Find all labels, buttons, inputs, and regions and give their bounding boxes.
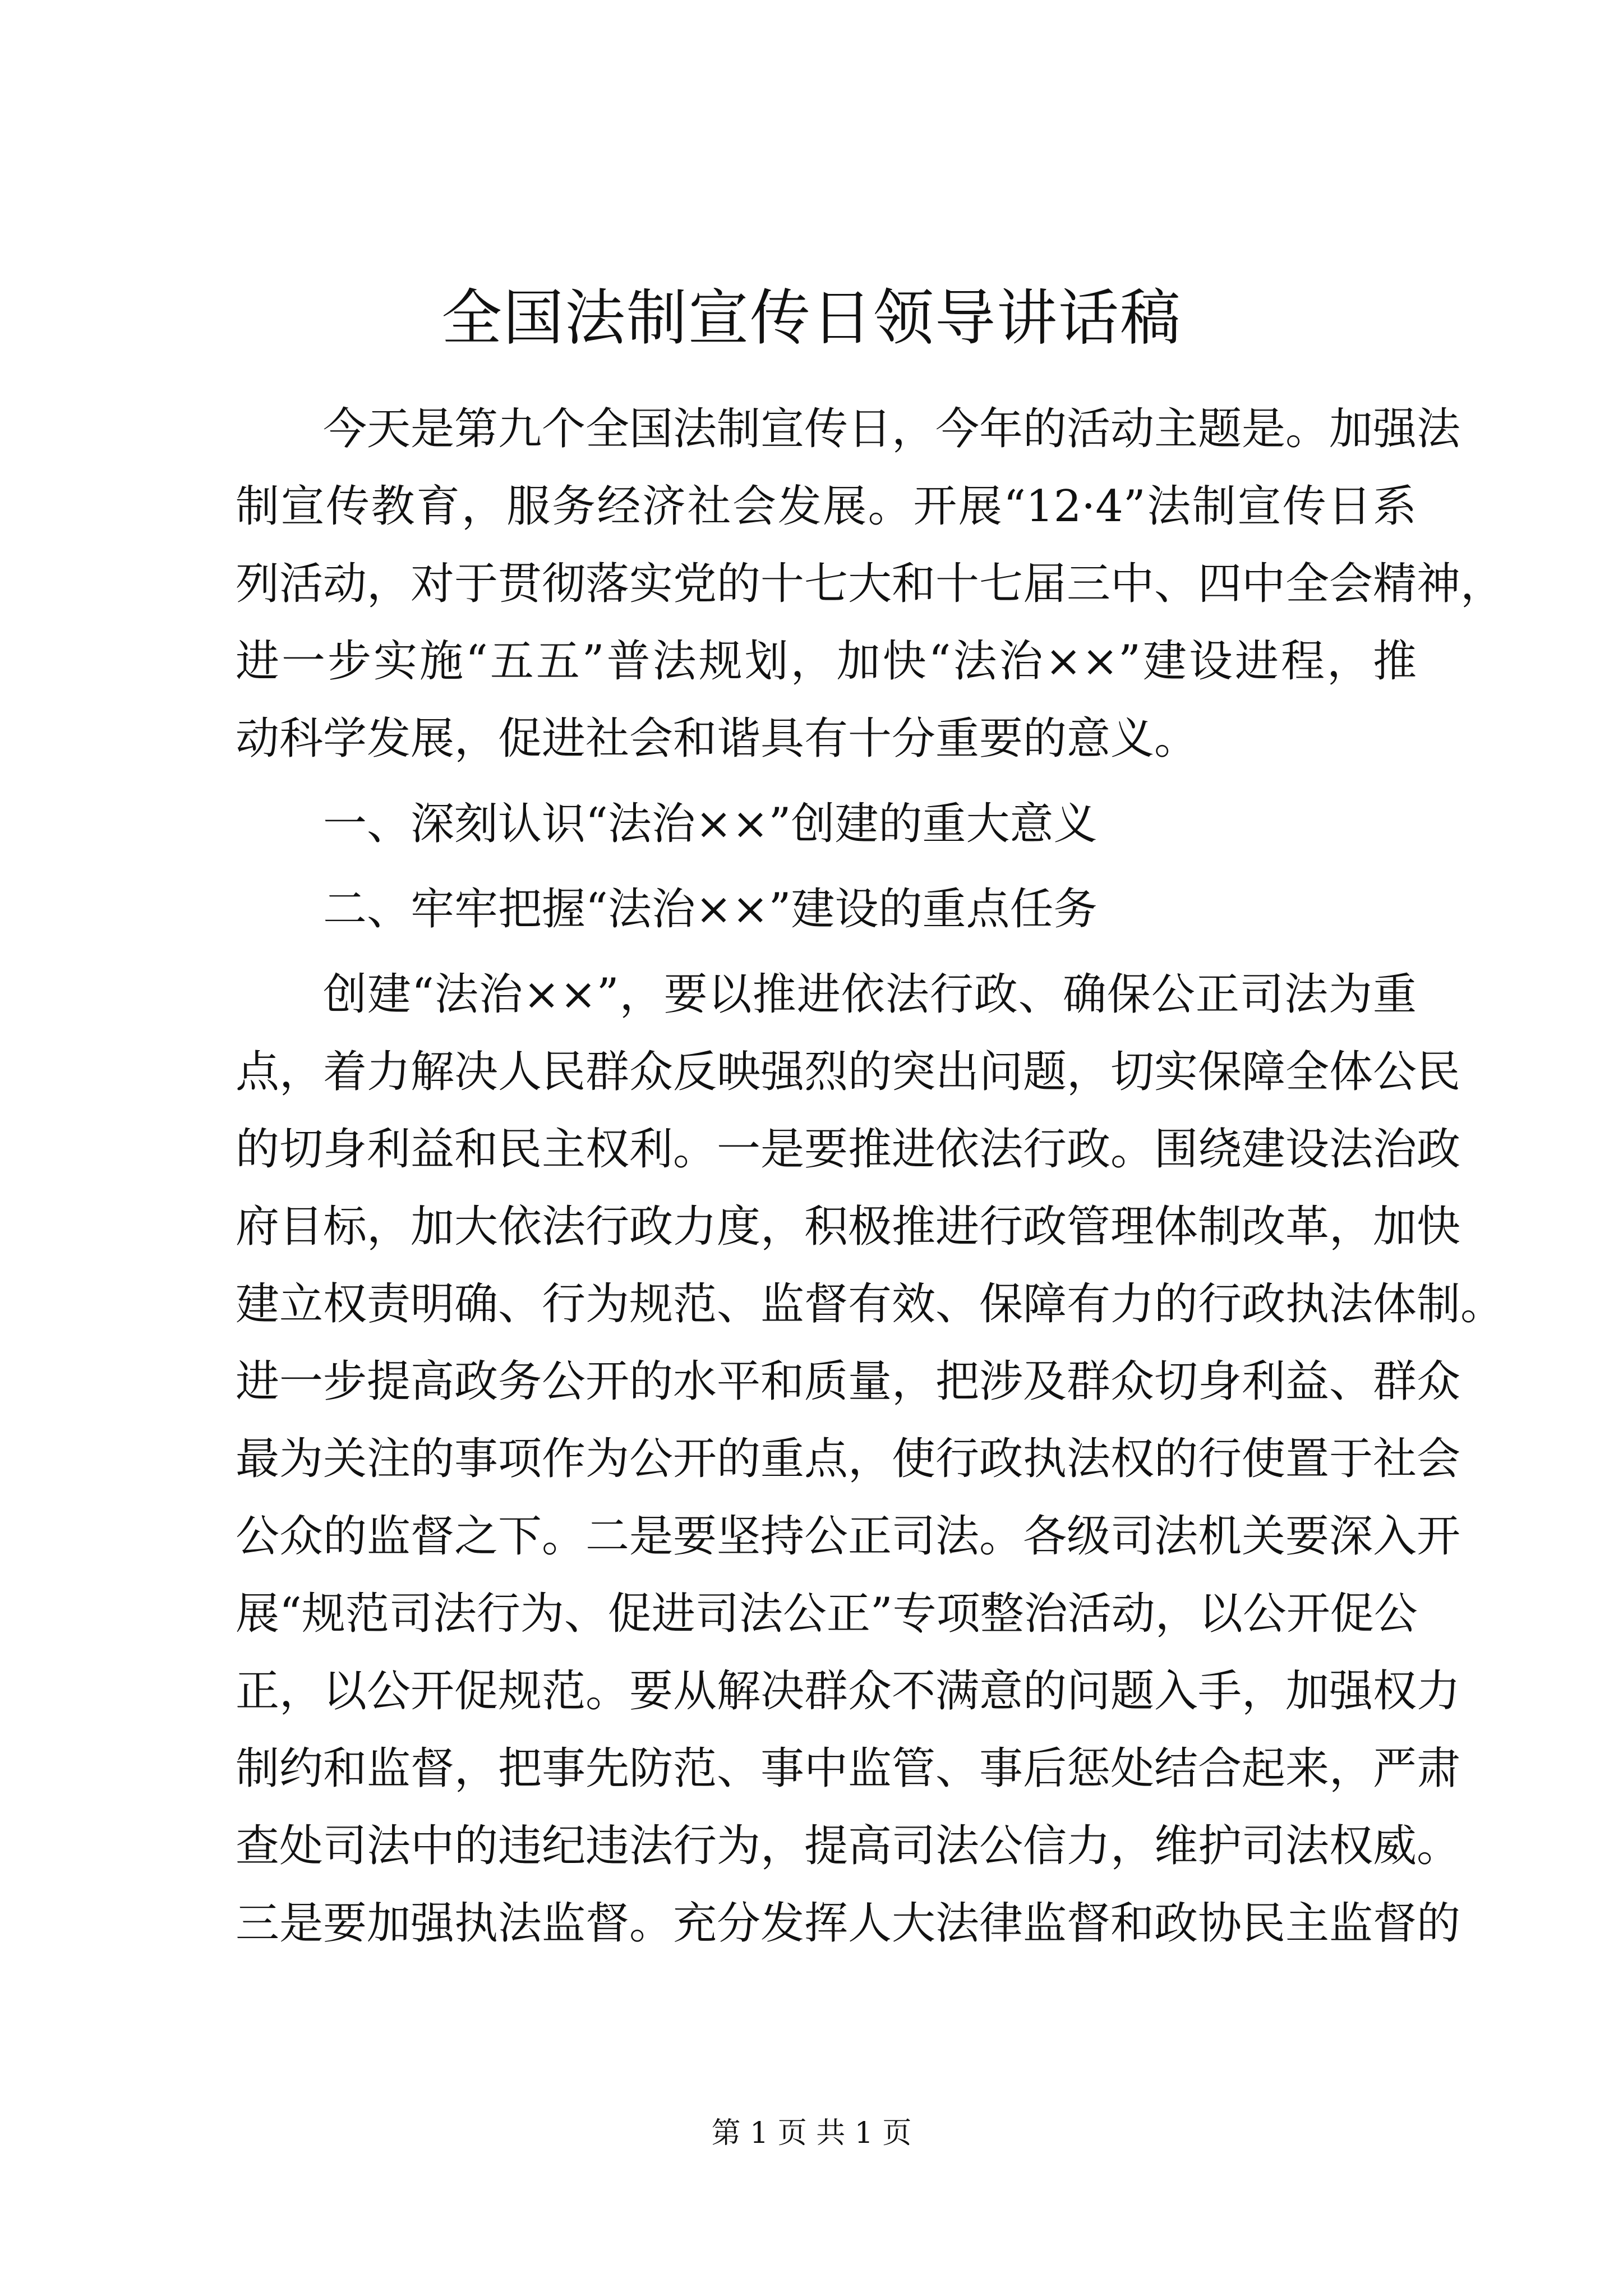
paragraph-line: 制宣传教育，服务经济社会发展。开展“12·4”法制宣传日系 (236, 481, 1417, 532)
paragraph-line: 府目标，加大依法行政力度，积极推进行政管理体制改革，加快 (236, 1202, 1461, 1252)
paragraph-line: 的切身利益和民主权利。一是要推进依法行政。围绕建设法治政 (236, 1124, 1461, 1175)
paragraph-line: 列活动，对于贯彻落实党的十七大和十七届三中、四中全会精神， (236, 559, 1505, 609)
document-title: 全国法制宣传日领导讲话稿 (441, 283, 1182, 353)
section-heading: 一、深刻认识“法治××”创建的重大意义 (323, 799, 1098, 849)
paragraph-line: 公众的监督之下。二是要坚持公正司法。各级司法机关要深入开 (236, 1511, 1461, 1562)
paragraph-line: 制约和监督，把事先防范、事中监管、事后惩处结合起来，严肃 (236, 1743, 1461, 1794)
paragraph-line: 最为关注的事项作为公开的重点，使行政执法权的行使置于社会 (236, 1434, 1461, 1484)
paragraph-line: 进一步实施“五五”普法规划，加快“法治××”建设进程，推 (236, 636, 1417, 687)
paragraph-line: 查处司法中的违纪违法行为，提高司法公信力，维护司法权威。 (236, 1821, 1461, 1871)
paragraph-line: 动科学发展，促进社会和谐具有十分重要的意义。 (236, 714, 1198, 764)
page-footer: 第 1 页 共 1 页 (711, 2116, 912, 2150)
paragraph-line: 创建“法治××”，要以推进依法行政、确保公正司法为重 (323, 969, 1417, 1020)
section-heading: 二、牢牢把握“法治××”建设的重点任务 (323, 884, 1098, 935)
paragraph-line: 三是要加强执法监督。充分发挥人大法律监督和政协民主监督的 (236, 1898, 1461, 1949)
paragraph-line: 今天是第九个全国法制宣传日，今年的活动主题是。加强法 (323, 404, 1461, 454)
paragraph-line: 展“规范司法行为、促进司法公正”专项整治活动，以公开促公 (236, 1589, 1418, 1639)
paragraph-line: 正，以公开促规范。要从解决群众不满意的问题入手，加强权力 (236, 1666, 1461, 1717)
paragraph-line: 建立权责明确、行为规范、监督有效、保障有力的行政执法体制。 (236, 1279, 1505, 1329)
paragraph-line: 进一步提高政务公开的水平和质量，把涉及群众切身利益、群众 (236, 1356, 1461, 1407)
paragraph-line: 点，着力解决人民群众反映强烈的突出问题，切实保障全体公民 (236, 1047, 1461, 1097)
